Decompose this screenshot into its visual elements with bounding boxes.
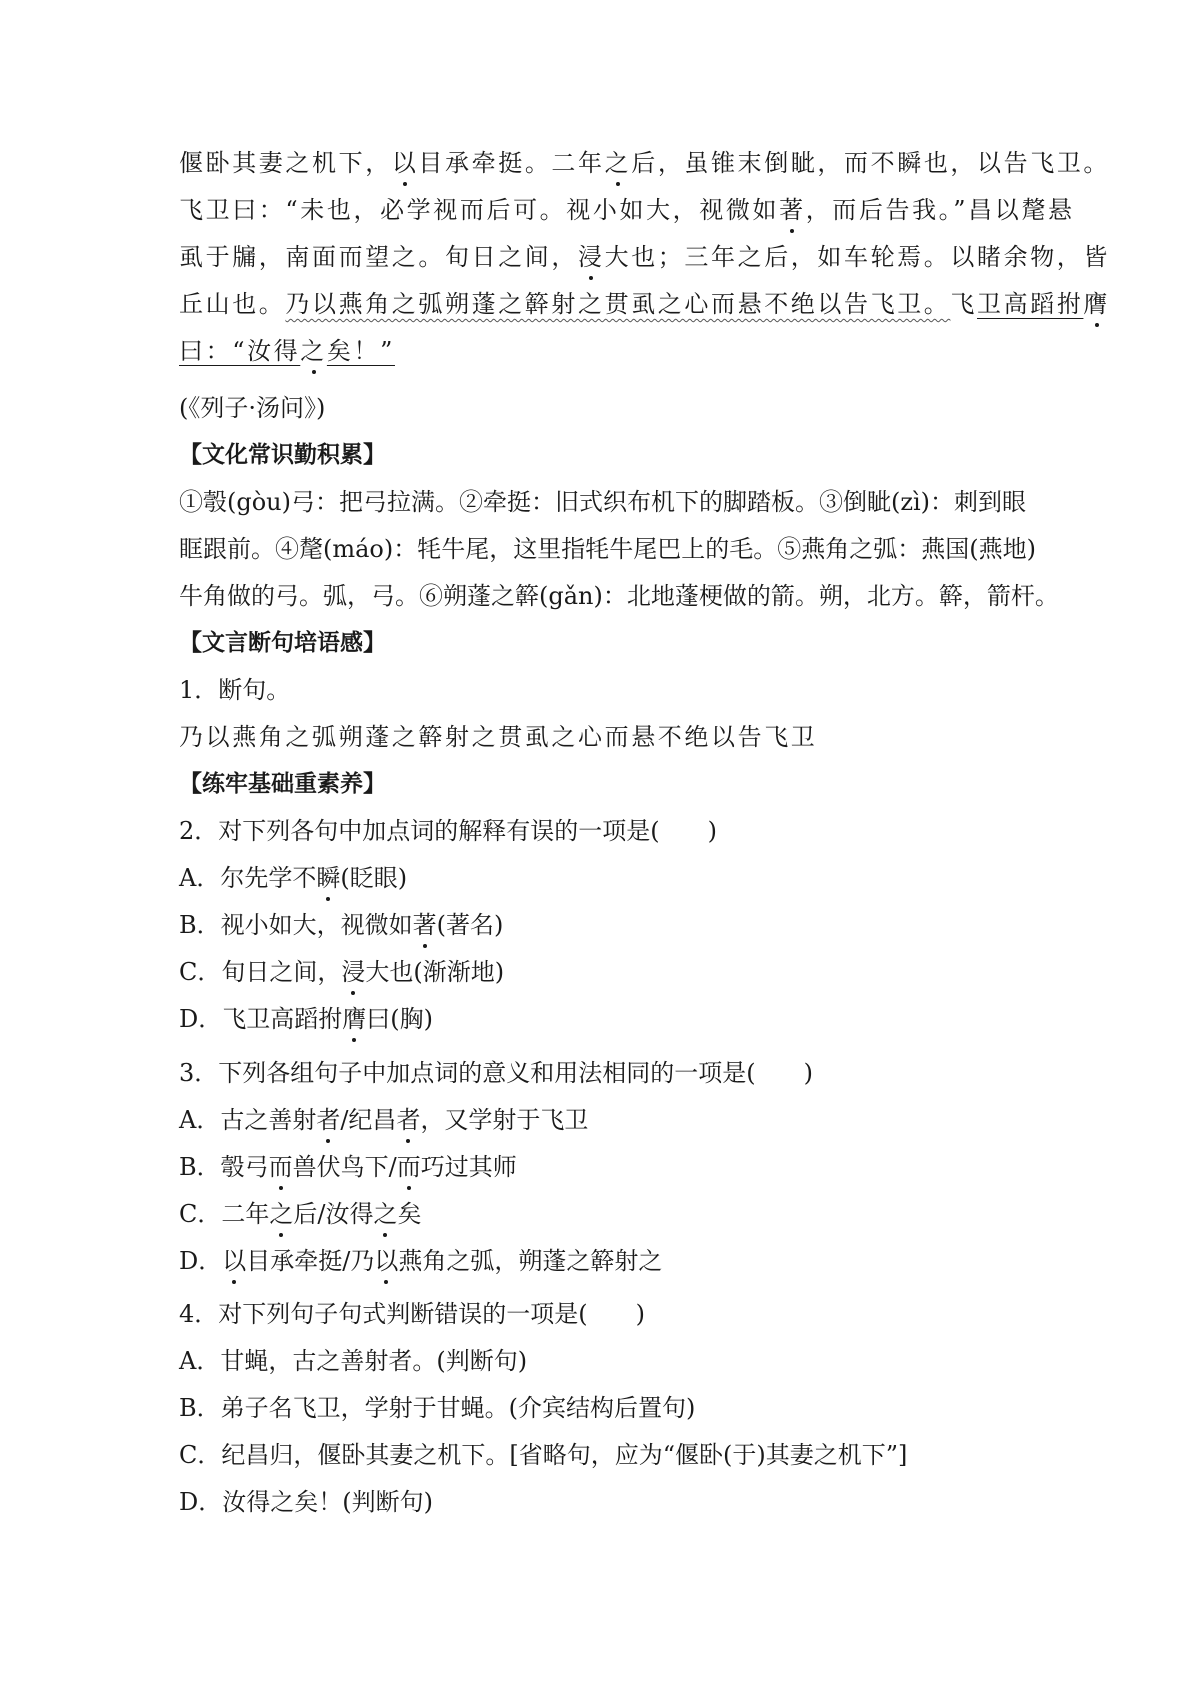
dotted-word: 著 bbox=[779, 192, 806, 228]
answer-option: D．飞卫高蹈拊膺曰(胸) bbox=[179, 1001, 433, 1037]
answer-option: B．弟子名飞卫，学射于甘蝇。(介宾结构后置句) bbox=[179, 1394, 696, 1422]
answer-option: A．尔先学不瞬(眨眼) bbox=[179, 860, 407, 896]
dotted-word: 膺 bbox=[342, 1001, 366, 1037]
dotted-word: 浸 bbox=[341, 954, 365, 990]
note-line: 眶跟前。④氂(máo)：牦牛尾，这里指牦牛尾巴上的毛。⑤燕角之弧：燕国(燕地) bbox=[179, 535, 1036, 563]
dotted-word: 以 bbox=[392, 145, 419, 181]
note-line: ①彀(gòu)弓：把弓拉满。②牵挺：旧式织布机下的脚踏板。③倒眦(zì)：刺到眼 bbox=[179, 488, 1027, 516]
answer-option: A．古之善射者/纪昌者，又学射于飞卫 bbox=[179, 1102, 588, 1138]
answer-option: C．纪昌归，偃卧其妻之机下。[省略句，应为“偃卧(于)其妻之机下”] bbox=[179, 1441, 908, 1469]
dotted-word: 之 bbox=[269, 1196, 293, 1232]
passage-line: 丘山也。乃以燕角之弧朔蓬之簳射之贯虱之心而悬不绝以告飞卫。飞卫高蹈拊膺 bbox=[179, 286, 1110, 322]
dotted-word: 者 bbox=[316, 1102, 340, 1138]
dotted-word: 著 bbox=[413, 907, 437, 943]
answer-option: C．旬日之间，浸大也(渐渐地) bbox=[179, 954, 504, 990]
dotted-word: 以 bbox=[374, 1243, 398, 1279]
passage-line: 飞卫曰：“未也，必学视而后可。视小如大，视微如著，而后告我。”昌以氂悬 bbox=[179, 192, 1075, 228]
dotted-word: 瞬 bbox=[316, 860, 340, 896]
answer-option: B．彀弓而兽伏鸟下/而巧过其师 bbox=[179, 1149, 517, 1185]
question-stem: 3．下列各组句子中加点词的意义和用法相同的一项是( ) bbox=[179, 1059, 813, 1087]
dotted-word: 而 bbox=[269, 1149, 293, 1185]
source-citation: (《列子·汤问》) bbox=[179, 394, 326, 422]
passage-line: 偃卧其妻之机下，以目承牵挺。二年之后，虽锥末倒眦，而不瞬也，以告飞卫。 bbox=[179, 145, 1110, 181]
section-heading-culture: 【文化常识勤积累】 bbox=[179, 442, 386, 468]
answer-option: C．二年之后/汝得之矣 bbox=[179, 1196, 421, 1232]
question-stem: 2．对下列各句中加点词的解释有误的一项是( ) bbox=[179, 817, 717, 845]
answer-option: D．汝得之矣！(判断句) bbox=[179, 1488, 433, 1516]
dotted-word: 浸 bbox=[578, 239, 605, 275]
wavy-underlined-sentence: 乃以燕角之弧朔蓬之簳射之贯虱之心而悬不绝以告飞卫。 bbox=[285, 290, 951, 318]
section-heading-punctuation: 【文言断句培语感】 bbox=[179, 630, 386, 656]
dotted-word: 者 bbox=[396, 1102, 420, 1138]
answer-option: A．甘蝇，古之善射者。(判断句) bbox=[179, 1347, 528, 1375]
underlined-sentence: 卫高蹈拊膺 bbox=[977, 290, 1110, 318]
underlined-sentence: 曰：“汝得之矣！” bbox=[179, 337, 395, 365]
dotted-word: 之 bbox=[300, 333, 327, 369]
section-heading-basics: 【练牢基础重素养】 bbox=[179, 771, 386, 797]
question-stem: 1．断句。 bbox=[179, 676, 291, 704]
answer-option: D．以目承牵挺/乃以燕角之弧，朔蓬之簳射之 bbox=[179, 1243, 662, 1279]
question-stem: 4．对下列句子句式判断错误的一项是( ) bbox=[179, 1300, 645, 1328]
dotted-word: 膺 bbox=[1083, 286, 1110, 322]
punctuation-sentence: 乃以燕角之弧朔蓬之簳射之贯虱之心而悬不绝以告飞卫 bbox=[179, 723, 818, 751]
passage-line bbox=[179, 333, 395, 369]
dotted-word: 之 bbox=[605, 145, 632, 181]
note-line: 牛角做的弓。弧，弓。⑥朔蓬之簳(gǎn)：北地蓬梗做的箭。朔，北方。簳，箭杆。 bbox=[179, 582, 1059, 610]
dotted-word: 而 bbox=[397, 1149, 421, 1185]
dotted-word: 以 bbox=[222, 1243, 246, 1279]
dotted-word: 之 bbox=[373, 1196, 397, 1232]
passage-line: 虱于牖，南面而望之。旬日之间，浸大也；三年之后，如车轮焉。以睹余物，皆 bbox=[179, 239, 1110, 275]
answer-option: B．视小如大，视微如著(著名) bbox=[179, 907, 503, 943]
